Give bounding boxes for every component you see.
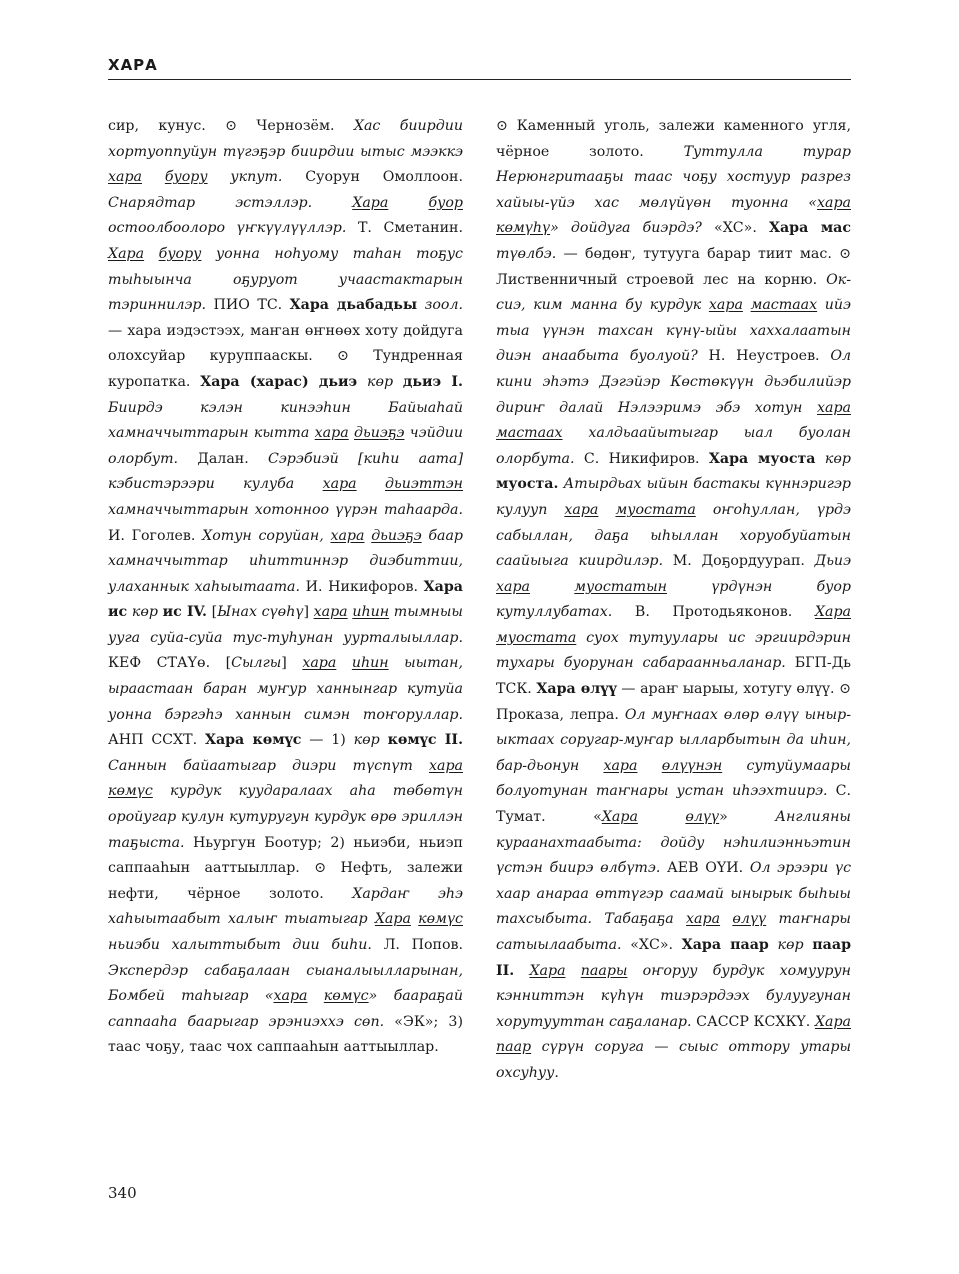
running-head: ХАРА <box>108 56 158 74</box>
header-rule <box>108 79 851 80</box>
text-column-right <box>496 114 851 1087</box>
text-column-left <box>108 114 463 1061</box>
page-number: 340 <box>108 1184 137 1202</box>
column-text: сир, кунус. ⊙ Чернозём. Хас биирдии хортуоппуйун түгэҕэр биирдии ытыс мээккэ хара буору укпут. Суорун Омоллоон. Снарядтар эстэллэр. Хара буор остоолбоолоро үҥкүүлүүллэр. Т. Сметанин. Хара буору уонна ноһуому таһан тоҕус тыһыынча оҕуруот учаастактарын тэриннилэр. ПИО ТС. Хара дьабадьы зоол. — хара иэдэстээх, маҥан өҥнөөх хоту дойдуга олохсуйар куруппааскы. ⊙ Тундренная куропатка. Хара (харас) дьиэ көр дьиэ I. Биирдэ кэлэн кинээһин Байыаһай хамначчыттарын кытта хара дьиэҕэ чэйдии олорбут. Далан. Сэрэбиэй [киһи аата] кэбистэрээри кулуба хара дьиэттэн хамначчыттарын хотонноо үүрэн таһаарда. И. Гоголев. Хотун соруйан, хара дьиэҕэ баар хамначчыттар иһиттиннэр диэбиттии, улаханнык хаһыытаата. И. Никифоров. Хара ис көр ис IV. [Ынах сүөһү] хара иһин тымныы ууга суйа-суйа тус-туһунан уурталыыллар. КЕФ СТАҮө. [Сылгы] хара иһин ыытан, ыраастаан баран муҥур ханнынгар кутуйа уонна бэргэһэ ханнын симэн тоҥоруллар. АНП ССХТ. Хара көмүс — 1) көр көмүс II. Саннын байаатыгар диэри түспүт хара көмүс курдук куударалаах аһа төбөтүн оройугар кулун кутуругун курдук өрө эриллэн таҕыста. Ньургун Боотур; 2) ньиэби, ньиэп саппааһын ааттыыллар. ⊙ Нефть, залежи нефти, чёрное золото. Хардаҥ эһэ хаһыытаабыт халыҥ тыатыгар Хара көмүс ньиэби халыттыбыт дии биһи. Л. Попов. Экспердэр сабаҕалаан сыаналыылларынан, Бомбей таһыгар «хара көмүс» баараҕай саппааһа баарыгар эрэниэххэ сөп. «ЭК»; 3) таас чоҕу, таас чох саппааһын ааттыыллар. <box>108 118 464 1056</box>
column-text: ⊙ Каменный уголь, залежи каменного угля, чёрное золото. Туттулла турар Нерюнгритааҕы таас чоҕу хостуур разрез хайыы-үйэ хас мөлүйүөн туонна «хара көмүһү» дойдуга биэрдэ? «ХС». Хара мас түөлбэ. — бөдөҥ, тутууга барар тиит мас. ⊙ Лиственничный строевой лес на корню. Ок-сиэ, ким манна бу курдук хара мастаах ийэ тыа үүнэн тахсан күнү-ыйы хаххалаатын диэн анаабыта буолуой? Н. Неустроев. Ол кини эһэтэ Дэгэйэр Көстөкүүн дьэбилийэр дириҥ далай Нэлээримэ эбэ хотун хара мастаах халдьаайытыгар ыал буолан олорбута. С. Никифиров. Хара муоста көр муоста. Атырдьах ыйын бастакы күннэригэр кулууп хара муостата оҥоһуллан, үрдэ сабыллан, даҕа ыһыллан хоруобуйатын саайыыга киирдилэр. М. Доҕордуурап. Дьиэ хара муостатын үрдүнэн буор кутуллубатах. В. Протодьяконов. Хара муостата суох тутуулары ис эргиирдэрин тухары буорунан сабараанньаланар. БГП-Дь ТСК. Хара өлүү — араҥ ыарыы, хотугу өлүү. ⊙ Проказа, лепра. Ол муҥнаах өлөр өлүү ынырыктаах соругар-муҥар ылларбытын да иһин, бар-дьонун хара өлүүнэн сутуйумаары болуотунан таҥнары устан иһээхтиирэ. С. Тумат. «Хара өлүү» Англияны кураанахтаабыта: дойду нэһилиэнньэтин үстэн биирэ өлбүтэ. АЕВ ОҮИ. Ол эрээри үс хаар анараа өттүгэр саамай ынырык быһыы тахсыбыта. Табаҕаҕа хара өлүү таҥнары сатыылаабыта. «ХС». Хара паар көр паар II. Хара паары оҥоруу бурдук хомуурун кэнниттэн күһүн тиэрэрдээх булуугунан хорутууттан саҕаланар. САССР КСХКҮ. Хара паар сүрүн соруга — сыыс оттору утары охсуһуу. <box>496 118 852 1081</box>
